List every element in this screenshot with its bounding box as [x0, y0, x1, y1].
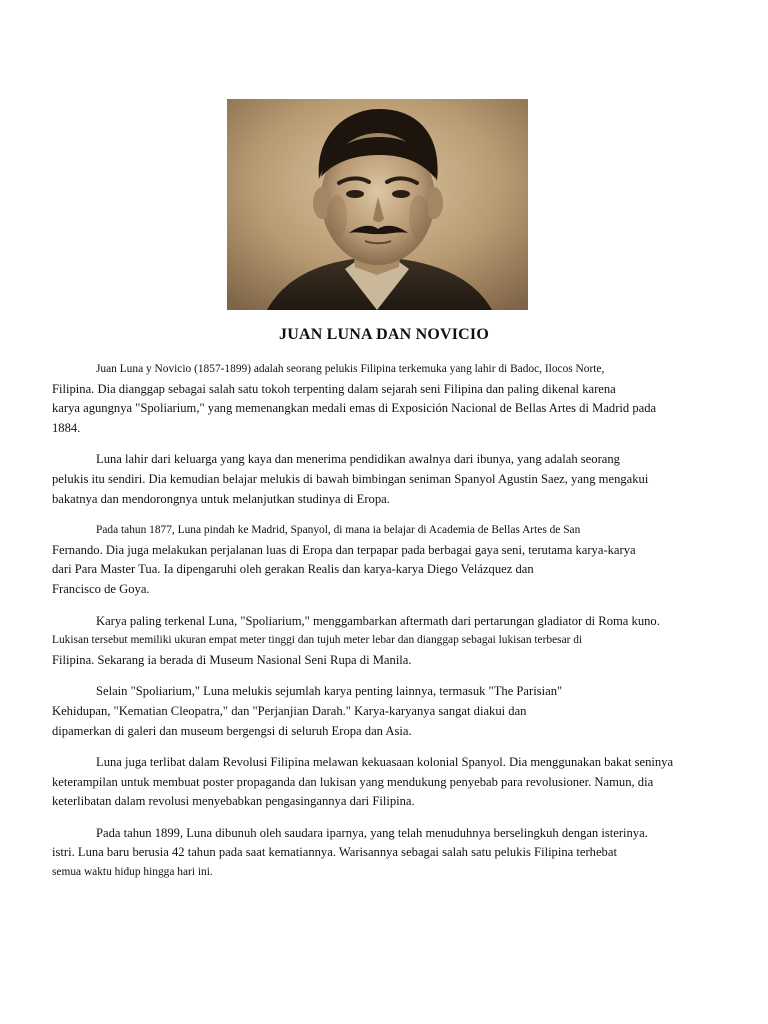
portrait-image — [227, 99, 528, 310]
paragraph-line: Filipina. Sekarang ia berada di Museum Nasional Seni Rupa di Manila. — [52, 652, 412, 667]
paragraph-line: Kehidupan, "Kematian Cleopatra," dan "Perjanjian Darah." Karya-karyanya sangat diakui dan — [52, 703, 527, 718]
document-body — [52, 360, 768, 895]
paragraph-line: Luna lahir dari keluarga yang kaya dan menerima pendidikan awalnya dari ibunya, yang adalah seorang — [96, 452, 620, 467]
paragraph-line: karya agungnya "Spoliarium," yang memenangkan medali emas di Exposición Nacional de Bellas Artes di Madrid pada — [52, 401, 657, 416]
paragraph-line: Fernando. Dia juga melakukan perjalanan luas di Eropa dan terpapar pada berbagai gaya seni, terutama karya-karya — [52, 542, 636, 557]
paragraph-3 — [52, 521, 768, 599]
portrait-photo — [227, 99, 528, 310]
paragraph-line: Filipina. Dia dianggap sebagai salah satu tokoh terpenting dalam sejarah seni Filipina dan paling dikenal karena — [52, 381, 616, 396]
paragraph-line: Luna juga terlibat dalam Revolusi Filipina melawan kekuasaan kolonial Spanyol. Dia menggunakan bakat seninya — [96, 755, 674, 770]
paragraph-5 — [52, 682, 768, 741]
paragraph-line: istri. Luna baru berusia 42 tahun pada saat kematiannya. Warisannya sebagai salah satu pelukis Filipina terhebat — [52, 845, 617, 860]
paragraph-line: Karya paling terkenal Luna, "Spoliarium," menggambarkan aftermath dari pertarungan gladiator di Roma kuno. — [96, 613, 660, 628]
paragraph-line: 1884. — [52, 420, 81, 435]
paragraph-line: Pada tahun 1877, Luna pindah ke Madrid, Spanyol, di mana ia belajar di Academia de Bellas Artes de San — [96, 524, 581, 537]
paragraph-1 — [52, 360, 768, 438]
document-title: JUAN LUNA DAN NOVICIO — [279, 326, 489, 343]
paragraph-line: pelukis itu sendiri. Dia kemudian belajar melukis di bawah bimbingan seniman Spanyol Agustin Saez, yang mengakui — [52, 471, 649, 486]
paragraph-line: bakatnya dan mendorongnya untuk melanjutkan studinya di Eropa. — [52, 491, 390, 506]
paragraph-6 — [52, 753, 768, 812]
paragraph-line: dipamerkan di galeri dan museum bergengsi di seluruh Eropa dan Asia. — [52, 723, 412, 738]
paragraph-line: Pada tahun 1899, Luna dibunuh oleh saudara iparnya, yang telah menuduhnya berselingkuh dengan isterinya. — [96, 825, 648, 840]
paragraph-line: keterlibatan dalam revolusi menyebabkan pengasingannya dari Filipina. — [52, 794, 415, 809]
paragraph-line: Francisco de Goya. — [52, 581, 150, 596]
paragraph-line: Juan Luna y Novicio (1857-1899) adalah seorang pelukis Filipina terkemuka yang lahir di Badoc, Ilocos Norte, — [96, 363, 605, 375]
paragraph-line: Selain "Spoliarium," Luna melukis sejumlah karya penting lainnya, termasuk "The Parisian" — [96, 684, 563, 699]
paragraph-line: dari Para Master Tua. Ia dipengaruhi oleh gerakan Realis dan karya-karya Diego Velázquez dan — [52, 562, 534, 577]
paragraph-7 — [52, 824, 768, 883]
paragraph-line: keterampilan untuk membuat poster propaganda dan lukisan yang mendukung penyebab para revolusioner. Namun, dia — [52, 774, 654, 789]
paragraph-2 — [52, 450, 768, 509]
paragraph-line: semua waktu hidup hingga hari ini. — [52, 866, 213, 879]
paragraph-line: Lukisan tersebut memiliki ukuran empat meter tinggi dan tujuh meter lebar dan dianggap sebagai lukisan terbesar di — [52, 634, 583, 647]
paragraph-4 — [52, 612, 768, 671]
